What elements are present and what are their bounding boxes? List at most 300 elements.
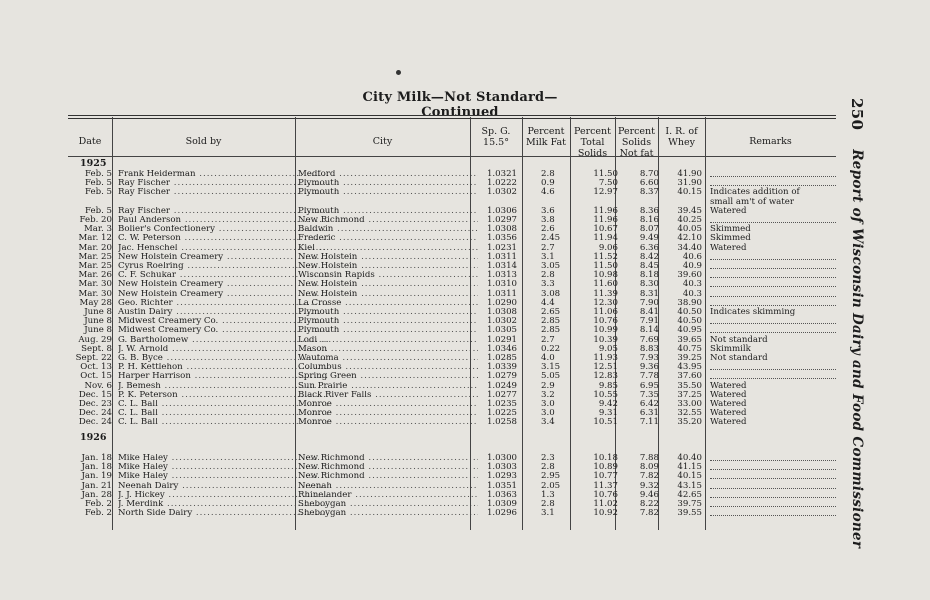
row-total-solids: 10.55 <box>593 389 618 400</box>
row-solids-not-fat: 8.42 <box>639 251 659 262</box>
row-total-solids: 10.18 <box>593 453 618 463</box>
row-date: Mar. 26 <box>78 270 112 281</box>
table-row <box>68 308 836 317</box>
row-ir-whey: 43.15 <box>677 480 702 491</box>
row-solids-not-fat: 7.82 <box>639 508 659 519</box>
row-ir-whey: 31.90 <box>677 178 702 189</box>
row-total-solids: 12.30 <box>593 297 618 308</box>
row-sold-by: Paul Anderson ..... <box>118 216 328 225</box>
row-milk-fat: 3.08 <box>541 288 561 299</box>
row-sp-g: 1.0311 <box>486 251 518 262</box>
row-city: Kiel ..... <box>298 244 478 253</box>
row-total-solids: 11.52 <box>593 251 618 262</box>
row-city: Monroe ..... <box>298 409 478 418</box>
row-total-solids: 11.93 <box>593 353 618 363</box>
row-solids-not-fat: 7.93 <box>639 353 659 363</box>
row-ir-whey: 40.75 <box>677 343 702 354</box>
row-solids-not-fat: 6.36 <box>639 242 659 253</box>
row-total-solids: 10.89 <box>593 462 618 473</box>
row-remarks: Watered <box>710 389 747 400</box>
row-date: Mar. 20 <box>78 242 112 253</box>
table-row <box>68 418 836 427</box>
row-sp-g: 1.0314 <box>486 261 518 271</box>
table-row <box>68 363 836 372</box>
row-remarks: Skimmed <box>710 233 751 244</box>
remarks-leader <box>710 259 836 260</box>
row-total-solids: 11.50 <box>593 261 618 271</box>
row-sold-by: P. K. Peterson ..... <box>118 391 328 400</box>
row-city: La Crosse ..... <box>298 299 478 308</box>
remarks-leader <box>710 378 836 379</box>
row-milk-fat: 0.22 <box>541 343 561 354</box>
row-solids-not-fat: 8.14 <box>639 325 659 336</box>
row-total-solids: 11.50 <box>593 169 618 179</box>
remarks-leader <box>710 488 836 489</box>
row-ir-whey: 41.15 <box>677 462 702 473</box>
row-total-solids: 10.77 <box>593 471 618 482</box>
row-remarks: Indicates skimming <box>710 307 796 317</box>
row-milk-fat: 2.85 <box>541 325 561 336</box>
row-ir-whey: 41.90 <box>677 169 702 179</box>
row-sp-g: 1.0346 <box>486 343 518 354</box>
row-sp-g: 1.0300 <box>486 453 518 463</box>
row-milk-fat: 2.3 <box>541 453 555 463</box>
row-ir-whey: 40.50 <box>677 307 702 317</box>
row-milk-fat: 3.8 <box>541 215 555 225</box>
row-date: Mar. 25 <box>78 251 112 262</box>
row-date: Oct. 13 <box>80 362 112 373</box>
remarks-leader <box>710 478 836 479</box>
table-row <box>68 207 836 216</box>
row-city: Mason ..... <box>298 345 478 354</box>
running-head <box>848 98 866 548</box>
remarks-leader <box>710 497 836 498</box>
row-sold-by: C. L. Ball ..... <box>118 409 328 418</box>
row-date: Jan. 18 <box>81 453 112 463</box>
row-total-solids: 12.83 <box>593 371 618 382</box>
remarks-leader <box>710 332 836 333</box>
row-city: New Holstein ..... <box>298 280 478 289</box>
header-rule-top <box>68 115 836 116</box>
table-row <box>68 482 836 491</box>
row-date: Dec. 24 <box>78 417 112 428</box>
row-city: Monroe ..... <box>298 400 478 409</box>
row-sp-g: 1.0356 <box>486 233 518 244</box>
row-remarks: Skimmilk <box>710 343 751 354</box>
row-sold-by: Mike Haley ..... <box>118 472 328 481</box>
row-milk-fat: 3.3 <box>541 279 555 290</box>
row-solids-not-fat: 7.88 <box>639 453 659 463</box>
row-total-solids: 10.99 <box>593 325 618 336</box>
row-date: Feb. 5 <box>84 178 112 189</box>
row-date: Dec. 24 <box>78 408 112 419</box>
row-ir-whey: 40.40 <box>677 453 702 463</box>
header-sp-g-label: Sp. G. <box>481 126 511 137</box>
row-date: Aug. 29 <box>78 334 112 345</box>
row-remarks: Skimmed <box>710 224 751 235</box>
row-city: Monroe ..... <box>298 418 478 427</box>
row-solids-not-fat: 8.16 <box>639 215 659 225</box>
row-date: Feb. 5 <box>84 187 112 198</box>
row-city: Baldwin ..... <box>298 225 478 234</box>
row-sold-by: Mike Haley ..... <box>118 454 328 463</box>
row-total-solids: 11.39 <box>593 288 618 299</box>
row-sp-g: 1.0302 <box>486 187 518 198</box>
row-remarks: Watered <box>710 417 747 428</box>
row-sp-g: 1.0297 <box>486 215 518 225</box>
row-sp-g: 1.0258 <box>486 417 518 428</box>
row-sp-g: 1.0309 <box>486 499 518 509</box>
row-milk-fat: 0.9 <box>541 178 555 189</box>
row-sold-by: Harper Harrison ..... <box>118 372 328 381</box>
row-city: New Richmond ..... <box>298 454 478 463</box>
remarks-leader <box>710 185 836 186</box>
table-row <box>68 491 836 500</box>
remarks-leader <box>710 469 836 470</box>
row-date: June 8 <box>84 307 112 317</box>
row-ir-whey: 39.75 <box>677 499 702 509</box>
row-sold-by: J. W. Arnold ..... <box>118 345 328 354</box>
row-date: Jan. 18 <box>81 462 112 473</box>
row-total-solids: 9.31 <box>598 408 618 419</box>
row-milk-fat: 2.05 <box>541 480 561 491</box>
row-ir-whey: 40.3 <box>682 279 702 290</box>
row-solids-not-fat: 7.91 <box>639 316 659 327</box>
row-city: Black River Falls ..... <box>298 391 478 400</box>
row-ir-whey: 42.10 <box>677 233 702 244</box>
row-total-solids: 10.76 <box>593 316 618 327</box>
table-row <box>68 280 836 289</box>
row-city: Plymouth ..... <box>298 179 478 188</box>
row-sp-g: 1.0302 <box>486 316 518 327</box>
remarks-leader <box>710 506 836 507</box>
row-ir-whey: 34.40 <box>677 242 702 253</box>
row-sold-by: C. F. Schukar ..... <box>118 271 328 280</box>
row-milk-fat: 2.65 <box>541 307 561 317</box>
row-sp-g: 1.0296 <box>486 508 518 519</box>
row-sold-by: North Side Dairy ..... <box>118 509 328 518</box>
row-solids-not-fat: 8.83 <box>639 343 659 354</box>
row-sp-g: 1.0310 <box>486 279 518 290</box>
row-solids-not-fat: 9.32 <box>639 480 659 491</box>
row-sold-by: Mike Haley ..... <box>118 463 328 472</box>
row-solids-not-fat: 7.35 <box>639 389 659 400</box>
row-milk-fat: 2.7 <box>541 242 555 253</box>
row-total-solids: 12.97 <box>593 187 618 198</box>
row-sold-by: J. J. Hickey ..... <box>118 491 328 500</box>
row-solids-not-fat: 8.36 <box>639 205 659 216</box>
table-row <box>68 253 836 262</box>
row-ir-whey: 39.60 <box>677 270 702 281</box>
row-milk-fat: 4.6 <box>541 187 555 198</box>
row-solids-not-fat: 6.42 <box>639 399 659 409</box>
row-solids-not-fat: 7.90 <box>639 297 659 308</box>
row-milk-fat: 2.8 <box>541 499 555 509</box>
row-city: Wisconsin Rapids ..... <box>298 271 478 280</box>
row-total-solids: 9.06 <box>598 242 618 253</box>
row-date: Jan. 21 <box>81 480 112 491</box>
row-milk-fat: 2.9 <box>541 380 555 391</box>
row-total-solids: 10.39 <box>593 334 618 345</box>
table-row <box>68 290 836 299</box>
row-milk-fat: 3.0 <box>541 408 555 419</box>
header-city: City <box>372 136 393 147</box>
remarks-leader <box>710 296 836 297</box>
row-date: Sept. 22 <box>75 353 112 363</box>
row-ir-whey: 40.9 <box>682 261 702 271</box>
row-date: Oct. 15 <box>80 371 112 382</box>
row-total-solids: 7.50 <box>598 178 618 189</box>
row-city: New Richmond ..... <box>298 463 478 472</box>
row-milk-fat: 2.6 <box>541 224 555 235</box>
row-remarks: Not standard <box>710 353 768 363</box>
row-remarks: Watered <box>710 242 747 253</box>
row-sp-g: 1.0285 <box>486 353 518 363</box>
row-ir-whey: 40.25 <box>677 215 702 225</box>
row-city: Plymouth ..... <box>298 207 478 216</box>
row-city: Medford ..... <box>298 170 478 179</box>
row-sp-g: 1.0308 <box>486 224 518 235</box>
row-sp-g: 1.0303 <box>486 462 518 473</box>
row-ir-whey: 35.50 <box>677 380 702 391</box>
table-row <box>68 317 836 326</box>
remarks-leader <box>710 460 836 461</box>
row-city: Plymouth ..... <box>298 326 478 335</box>
row-date: Mar. 3 <box>83 224 112 235</box>
row-solids-not-fat: 8.22 <box>639 499 659 509</box>
row-city: Frederic ..... <box>298 234 478 243</box>
row-remarks: Indicates addition of <box>710 187 800 198</box>
row-sold-by: Ray Fischer ..... <box>118 207 328 216</box>
row-ir-whey: 37.25 <box>677 389 702 400</box>
year-label-1926: 1926 <box>80 432 107 443</box>
remarks-leader <box>710 268 836 269</box>
row-total-solids: 11.37 <box>593 480 618 491</box>
row-ir-whey: 39.55 <box>677 508 702 519</box>
row-date: Mar. 12 <box>78 233 112 244</box>
row-city: New Richmond ..... <box>298 216 478 225</box>
row-ir-whey: 32.55 <box>677 408 702 419</box>
remarks-leader <box>710 277 836 278</box>
row-sp-g: 1.0277 <box>486 389 518 400</box>
row-city: Neenah ..... <box>298 482 478 491</box>
row-city: New Holstein ..... <box>298 253 478 262</box>
row-milk-fat: 4.0 <box>541 353 555 363</box>
row-sold-by: Cyrus Roelring ..... <box>118 262 328 271</box>
page-number: 250 <box>848 98 866 131</box>
row-solids-not-fat: 7.69 <box>639 334 659 345</box>
row-city: New Holstein ..... <box>298 262 478 271</box>
row-sold-by: Ray Fischer ..... <box>118 179 328 188</box>
row-sp-g: 1.0339 <box>486 362 518 373</box>
remarks-leader <box>710 305 836 306</box>
row-sp-g: 1.0363 <box>486 489 518 500</box>
row-city: Plymouth ..... <box>298 188 478 197</box>
row-ir-whey: 39.45 <box>677 205 702 216</box>
row-solids-not-fat: 6.95 <box>639 380 659 391</box>
row-date: Feb. 2 <box>84 508 112 519</box>
row-city: Plymouth ..... <box>298 317 478 326</box>
row-date: Feb. 5 <box>84 205 112 216</box>
row-total-solids: 10.51 <box>593 417 618 428</box>
row-solids-not-fat: 6.31 <box>639 408 659 419</box>
page-title: City Milk—Not Standard—Continued <box>362 90 558 120</box>
row-city: New Richmond ..... <box>298 472 478 481</box>
row-sold-by: New Holstein Creamery ..... <box>118 253 328 262</box>
row-milk-fat: 3.15 <box>541 362 561 373</box>
table-row <box>68 472 836 481</box>
row-sold-by: Midwest Creamery Co. ..... <box>118 326 328 335</box>
row-solids-not-fat: 7.82 <box>639 471 659 482</box>
row-milk-fat: 4.4 <box>541 297 555 308</box>
row-solids-not-fat: 7.11 <box>639 417 659 428</box>
row-sold-by: Bolier's Confectionery ..... <box>118 225 328 234</box>
table-row <box>68 262 836 271</box>
remarks-leader <box>710 369 836 370</box>
row-ir-whey: 35.20 <box>677 417 702 428</box>
row-ir-whey: 40.3 <box>682 288 702 299</box>
row-date: Mar. 30 <box>78 288 112 299</box>
row-date: Jan. 19 <box>81 471 112 482</box>
row-total-solids: 10.92 <box>593 508 618 519</box>
row-city: Lodi ..... <box>298 336 478 345</box>
row-city: Rhinelander ..... <box>298 491 478 500</box>
row-total-solids: 9.85 <box>598 380 618 391</box>
table-row <box>68 271 836 280</box>
row-sp-g: 1.0351 <box>486 480 518 491</box>
row-remarks: Watered <box>710 205 747 216</box>
row-solids-not-fat: 9.46 <box>639 489 659 500</box>
row-city: Plymouth ..... <box>298 308 478 317</box>
row-sp-g: 1.0311 <box>486 288 518 299</box>
row-sp-g: 1.0231 <box>486 242 518 253</box>
row-sold-by: G. Bartholomew ..... <box>118 336 328 345</box>
row-date: Sept. 8 <box>81 343 112 354</box>
remarks-leader <box>710 323 836 324</box>
row-milk-fat: 2.8 <box>541 462 555 473</box>
row-city: New Holstein ..... <box>298 290 478 299</box>
row-ir-whey: 39.65 <box>677 334 702 345</box>
row-city: Wautoma ..... <box>298 354 478 363</box>
row-remarks: small am't of water <box>710 196 794 207</box>
row-sold-by: J. Bemesh ..... <box>118 382 328 391</box>
row-ir-whey: 40.6 <box>682 251 702 262</box>
row-sp-g: 1.0290 <box>486 297 518 308</box>
row-solids-not-fat: 8.31 <box>639 288 659 299</box>
table-row <box>68 509 836 518</box>
table-row <box>68 500 836 509</box>
row-date: Feb. 5 <box>84 169 112 179</box>
row-city: Spring Green ..... <box>298 372 478 381</box>
row-milk-fat: 2.8 <box>541 270 555 281</box>
row-solids-not-fat: 8.45 <box>639 261 659 271</box>
row-solids-not-fat: 8.30 <box>639 279 659 290</box>
row-total-solids: 11.96 <box>593 215 618 225</box>
row-ir-whey: 40.95 <box>677 325 702 336</box>
row-sp-g: 1.0305 <box>486 325 518 336</box>
row-total-solids: 11.02 <box>593 499 618 509</box>
header-solids-not-fat: Percent Solids Not fat <box>617 126 655 159</box>
row-date: June 8 <box>84 325 112 336</box>
remarks-leader <box>710 515 836 516</box>
row-date: May 28 <box>79 297 112 308</box>
row-sold-by: Ray Fischer ..... <box>118 188 328 197</box>
row-total-solids: 11.94 <box>593 233 618 244</box>
row-sold-by: C. W. Peterson ..... <box>118 234 328 243</box>
row-sp-g: 1.0235 <box>486 399 518 409</box>
remarks-leader <box>710 222 836 223</box>
row-remarks: Watered <box>710 399 747 409</box>
row-ir-whey: 42.65 <box>677 489 702 500</box>
row-date: Dec. 23 <box>78 399 112 409</box>
table-row <box>68 170 836 179</box>
row-sold-by: C. L. Ball ..... <box>118 418 328 427</box>
row-ir-whey: 33.00 <box>677 399 702 409</box>
header-ir-whey: I. R. of Whey <box>665 126 698 148</box>
row-date: Nov. 6 <box>84 380 112 391</box>
row-remarks: Watered <box>710 408 747 419</box>
table-row <box>68 244 836 253</box>
row-total-solids: 11.06 <box>593 307 618 317</box>
row-sp-g: 1.0321 <box>486 169 518 179</box>
row-milk-fat: 3.1 <box>541 508 555 519</box>
row-sp-g: 1.0291 <box>486 334 518 345</box>
row-sold-by: G. B. Byce ..... <box>118 354 328 363</box>
row-sp-g: 1.0222 <box>486 178 518 189</box>
header-milk-fat: Percent Milk Fat <box>525 126 566 148</box>
row-city: Columbus ..... <box>298 363 478 372</box>
table-row <box>68 354 836 363</box>
row-ir-whey: 37.60 <box>677 371 702 382</box>
row-solids-not-fat: 8.09 <box>639 462 659 473</box>
row-sold-by: Neenah Dairy ..... <box>118 482 328 491</box>
remarks-leader <box>710 176 836 177</box>
row-milk-fat: 5.05 <box>541 371 561 382</box>
row-city: Sheboygan ..... <box>298 509 478 518</box>
header-remarks: Remarks <box>749 136 792 147</box>
row-city: Sheboygan ..... <box>298 500 478 509</box>
row-sold-by: New Holstein Creamery ..... <box>118 280 328 289</box>
row-milk-fat: 3.0 <box>541 399 555 409</box>
header-separator <box>68 156 836 157</box>
row-sp-g: 1.0225 <box>486 408 518 419</box>
row-milk-fat: 3.05 <box>541 261 561 271</box>
row-date: June 8 <box>84 316 112 327</box>
header-sp-g-temp: 15.5° <box>483 137 509 148</box>
running-head-text: Report of Wisconsin Dairy and Food Commissioner <box>849 149 865 549</box>
row-sold-by: C. L. Ball ..... <box>118 400 328 409</box>
row-total-solids: 12.51 <box>593 362 618 373</box>
row-sold-by: Geo. Richter ..... <box>118 299 328 308</box>
row-remarks: Watered <box>710 380 747 391</box>
row-solids-not-fat: 8.07 <box>639 224 659 235</box>
row-sold-by: New Holstein Creamery ..... <box>118 290 328 299</box>
row-sold-by: J. Merdink ..... <box>118 500 328 509</box>
remarks-leader <box>710 286 836 287</box>
row-ir-whey: 40.15 <box>677 187 702 198</box>
row-sp-g: 1.0249 <box>486 380 518 391</box>
row-milk-fat: 2.7 <box>541 334 555 345</box>
row-total-solids: 9.42 <box>598 399 618 409</box>
row-ir-whey: 38.90 <box>677 297 702 308</box>
row-sp-g: 1.0306 <box>486 205 518 216</box>
row-milk-fat: 2.8 <box>541 169 555 179</box>
row-sp-g: 1.0308 <box>486 307 518 317</box>
row-ir-whey: 39.25 <box>677 353 702 363</box>
row-solids-not-fat: 9.49 <box>639 233 659 244</box>
ornament-dot <box>396 70 401 75</box>
header-date: Date <box>78 136 102 147</box>
